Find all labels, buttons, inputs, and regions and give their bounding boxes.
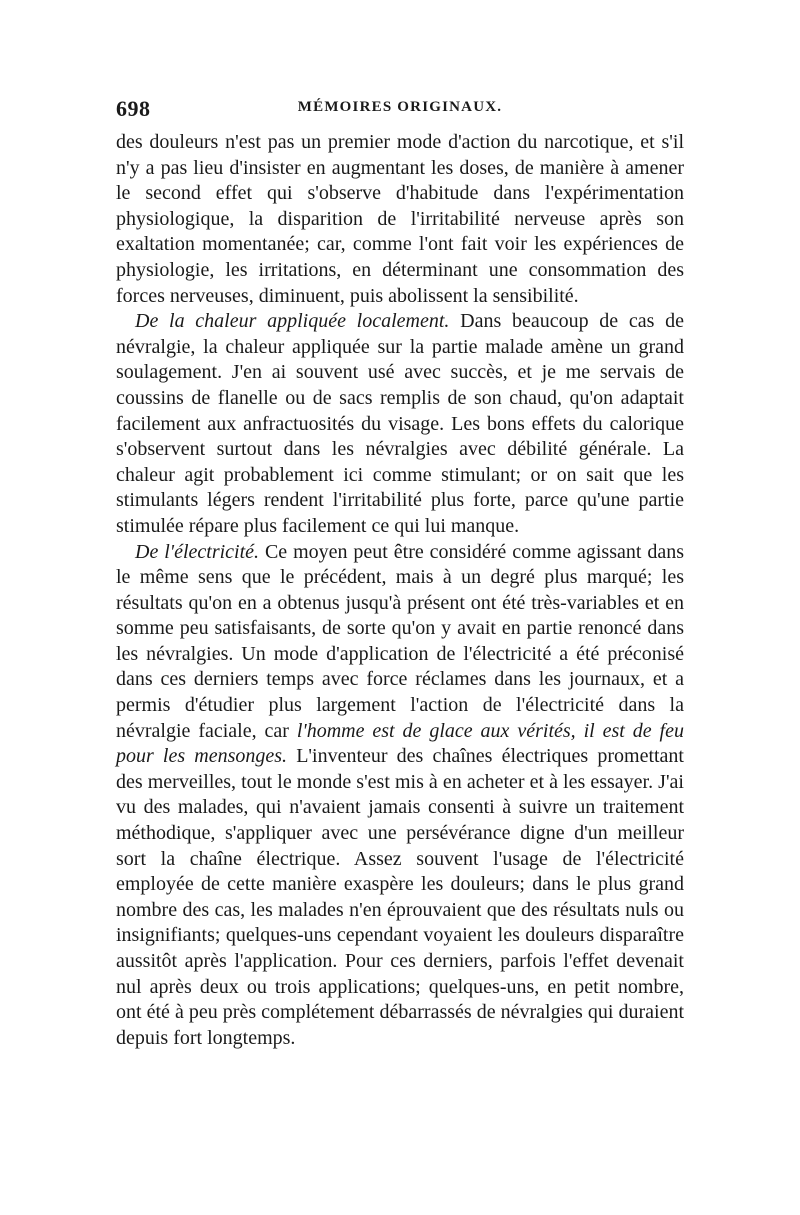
paragraph-heat	[116, 309, 684, 539]
paragraph-text: Ce moyen peut être considéré comme agissant dans le même sens que le précédent, mais à un degré plus marqué; les résultats qu'on en a obtenus jusqu'à présent ont été très-variables et en somme peu satisfaisants, de sorte qu'on y avait en partie renoncé dans les névralgies. Un mode d'application de l'électricité a été préconisé dans ces derniers temps avec force réclames dans les journaux, et a permis d'étudier plus largement l'action de l'électricité dans la névralgie faciale, car	[116, 540, 684, 742]
section-lead-heat: De la chaleur appliquée localement.	[135, 310, 450, 333]
running-title: MÉMOIRES ORIGINAUX.	[297, 99, 503, 115]
paragraph-text: des douleurs n'est pas un premier mode d'action du narcotique, et s'il n'y a pas lieu d'insister en augmentant les doses, de manière à amener le second effet qui s'observe d'habitude dans l'expérimentation physiologique, la disparition de l'irritabilité nerveuse après son exaltation momentanée; car, comme l'ont fait voir les expériences de physiologie, les irritations, en déterminant une consommation des forces nerveuses, diminuent, puis abolissent la sensibilité.	[116, 131, 684, 307]
section-lead-electricity: De l'électricité.	[135, 540, 260, 563]
paragraph-text: L'inventeur des chaînes électriques promettant des merveilles, tout le monde s'est mis à en acheter et à les essayer. J'ai vu des malades, qui n'avaient jamais consenti à suivre un traitement méthodique, s'appliquer avec une persévérance digne d'un meilleur sort la chaîne électrique. Assez souvent l'usage de l'électricité employée de cette manière exaspère les douleurs; dans le plus grand nombre des cas, les malades n'en éprouvaient que des résultats nuls ou insignifiants; quelques-uns cependant voyaient les douleurs disparaître aussitôt après l'application. Pour ces derniers, parfois l'effet devenait nul après deux ou trois applications; quelques-uns, en petit nombre, ont été à peu près complétement débarrassés de névralgies qui duraient depuis fort longtemps.	[116, 745, 684, 1049]
body-text	[116, 130, 684, 1051]
italic-quote: l'homme est de glace aux vérités, il est de feu pour les mensonges.	[116, 719, 684, 768]
paragraph-continuation	[116, 130, 684, 309]
page-header	[116, 96, 684, 126]
paragraph-electricity	[116, 540, 684, 1052]
page-number: 698	[116, 96, 151, 121]
paragraph-text: Dans beaucoup de cas de névralgie, la chaleur appliquée sur la partie malade amène un grand soulagement. J'en ai souvent usé avec succès, et je me servais de coussins de flanelle ou de sacs remplis de son chaud, qu'on adaptait facilement aux anfractuosités du visage. Les bons effets du calorique s'observent surtout dans les névralgies avec débilité générale. La chaleur agit probablement ici comme stimulant; or on sait que les stimulants légers rendent l'irritabilité plus forte, parce qu'une partie stimulée répare plus facilement ce qui lui manque.	[116, 310, 684, 537]
